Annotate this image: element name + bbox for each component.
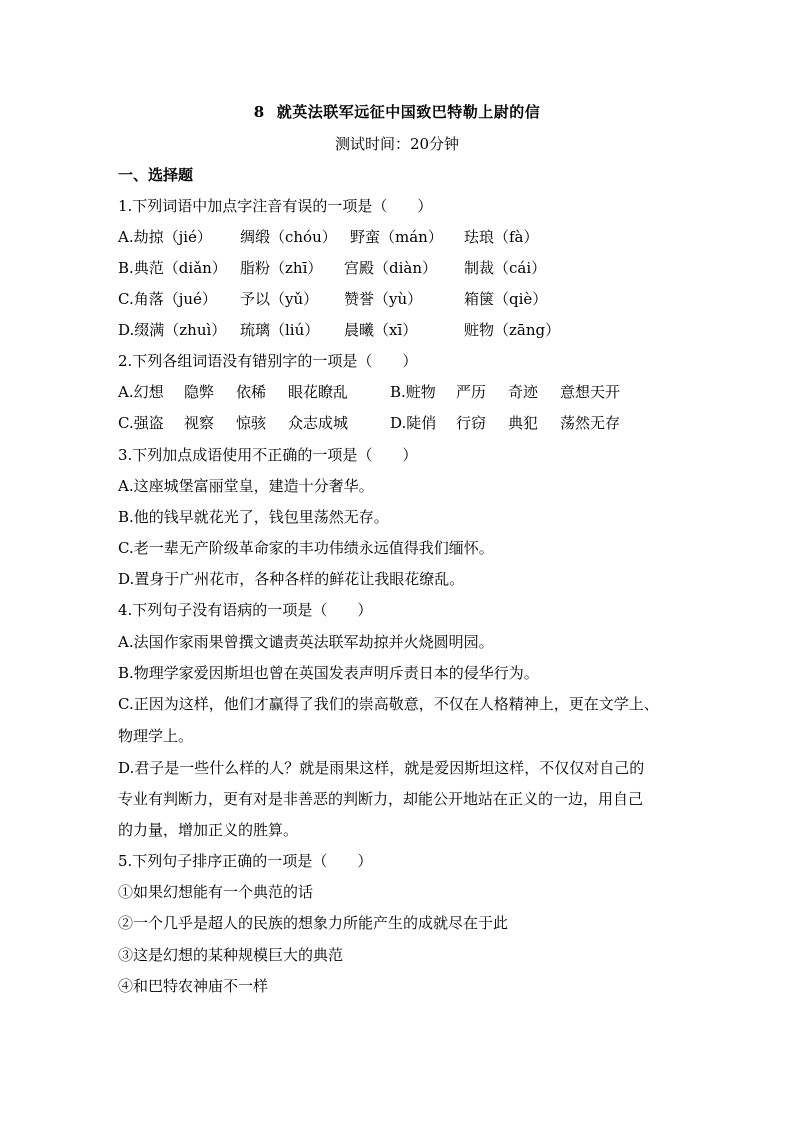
question-3-option-b: B.他的钱早就花光了，钱包里荡然无存。 xyxy=(118,508,389,526)
option-item: 视察 xyxy=(184,414,215,432)
question-4-option-a: A.法国作家雨果曾撰文谴责英法联军劫掠并火烧圆明园。 xyxy=(118,633,494,651)
option-item: 宫殿（diàn） xyxy=(344,259,438,277)
section-heading: 一、选择题 xyxy=(118,166,194,184)
option-item: 绸缎（chóu） xyxy=(240,228,337,246)
lesson-title xyxy=(0,101,794,122)
question-4-option-d-line1: D.君子是一些什么样的人？就是雨果这样，就是爱因斯坦这样，不仅仅对自己的 xyxy=(118,759,645,777)
question-4-option-b: B.物理学家爱因斯坦也曾在英国发表声明斥责日本的侵华行为。 xyxy=(118,664,539,682)
question-3-option-a: A.这座城堡富丽堂皇，建造十分奢华。 xyxy=(118,477,374,495)
option-item: 奇迹 xyxy=(508,383,539,401)
option-item: 箱箧（qiè） xyxy=(464,290,548,308)
question-5-sentence-3: ③这是幻想的某种规模巨大的典范 xyxy=(118,946,344,964)
option-item: 惊骇 xyxy=(236,414,267,432)
option-item: 赞誉（yù） xyxy=(344,290,423,308)
option-item: B.赃物 xyxy=(390,383,436,401)
option-item: 意想天开 xyxy=(560,383,621,401)
question-3-stem: 3.下列加点成语使用不正确的一项是（ ） xyxy=(118,446,418,464)
question-1-option-a xyxy=(118,227,539,247)
option-item: 众志成城 xyxy=(288,414,349,432)
option-item: 典犯 xyxy=(508,414,539,432)
option-item: 眼花瞭乱 xyxy=(288,383,349,401)
question-4-option-d-line3: 的力量，增加正义的胜算。 xyxy=(118,821,299,839)
lesson-title-text: 就英法联军远征中国致巴特勒上尉的信 xyxy=(276,103,541,121)
question-5-sentence-4: ④和巴特农神庙不一样 xyxy=(118,977,269,995)
option-item: B.典范（diǎn） xyxy=(118,259,227,277)
question-4-option-c-line1: C.正因为这样，他们才赢得了我们的崇高敬意，不仅在人格精神上，更在文学上、 xyxy=(118,695,659,713)
question-2-options-ab xyxy=(118,382,620,402)
question-2-options-cd xyxy=(118,413,620,433)
option-item: 脂粉（zhī） xyxy=(240,259,323,277)
question-5-sentence-2: ②一个几乎是超人的民族的想象力所能产生的成就尽在于此 xyxy=(118,914,509,932)
lesson-number: 8 xyxy=(253,103,265,121)
option-item: D.陡俏 xyxy=(390,414,437,432)
question-2-stem: 2.下列各组词语没有错别字的一项是（ ） xyxy=(118,352,418,370)
option-item: 行窃 xyxy=(456,414,487,432)
option-item: A.幻想 xyxy=(118,383,164,401)
test-time: 测试时间：20分钟 xyxy=(334,135,460,153)
option-item: 野蛮（mán） xyxy=(350,228,443,246)
question-4-stem: 4.下列句子没有语病的一项是（ ） xyxy=(118,601,373,619)
question-1-option-d xyxy=(118,320,560,340)
option-item: 晨曦（xī） xyxy=(344,321,418,339)
option-item: 隐弊 xyxy=(184,383,215,401)
option-item: 予以（yǔ） xyxy=(240,290,319,308)
option-item: 赃物（zāng） xyxy=(464,321,561,339)
question-3-option-c: C.老一辈无产阶级革命家的丰功伟绩永远值得我们缅怀。 xyxy=(118,539,494,557)
option-item: A.劫掠（jié） xyxy=(118,228,212,246)
question-3-option-d: D.置身于广州花市，各种各样的鲜花让我眼花缭乱。 xyxy=(118,570,465,588)
option-item: 依稀 xyxy=(236,383,267,401)
question-4-option-d-line2: 专业有判断力，更有对是非善恶的判断力，却能公开地站在正义的一边，用自己 xyxy=(118,790,644,808)
option-item: C.角落（jué） xyxy=(118,290,217,308)
option-item: C.强盗 xyxy=(118,414,164,432)
question-5-stem: 5.下列句子排序正确的一项是（ ） xyxy=(118,852,373,870)
option-item: 琉璃（liú） xyxy=(240,321,320,339)
question-1-option-b xyxy=(118,258,546,278)
question-4-option-c-line2: 物理学上。 xyxy=(118,727,194,745)
option-item: D.缀满（zhuì） xyxy=(118,321,227,339)
question-5-sentence-1: ①如果幻想能有一个典范的话 xyxy=(118,883,314,901)
option-item: 严历 xyxy=(456,383,487,401)
question-1-stem: 1.下列词语中加点字注音有误的一项是（ ） xyxy=(118,197,433,215)
question-1-option-c xyxy=(118,289,547,309)
option-item: 荡然无存 xyxy=(560,414,621,432)
option-item: 珐琅（fà） xyxy=(464,228,539,246)
option-item: 制裁（cái） xyxy=(464,259,547,277)
